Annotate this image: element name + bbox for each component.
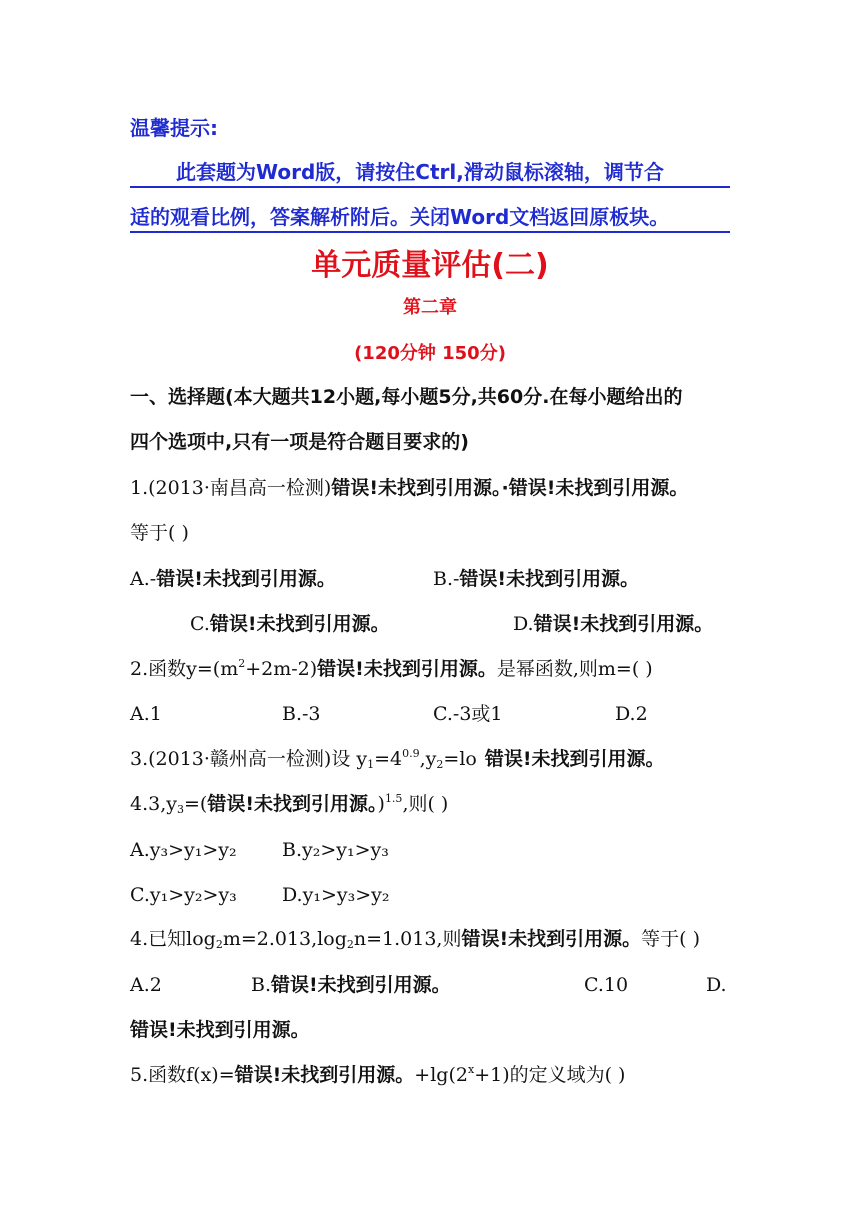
tip-line-1: 此套题为Word版，请按住Ctrl,滑动鼠标滚轴，调节合 (176, 160, 664, 184)
question-2-option-a: A.1 (130, 703, 162, 725)
stem-text: 等于( ) (641, 928, 701, 950)
section-heading-line-2: 四个选项中,只有一项是符合题目要求的) (130, 431, 469, 453)
option-letter: B. (251, 974, 272, 996)
option-letter: C. (190, 613, 210, 635)
stem-text: +2m-2) (245, 658, 318, 680)
subscript: 3 (177, 803, 184, 816)
stem-text: =lo (443, 748, 477, 770)
superscript: 2 (238, 657, 246, 670)
stem-text: n=1.013,则 (353, 928, 462, 950)
chapter-label: 第二章 (403, 297, 457, 318)
question-2-option-b: B.-3 (282, 703, 321, 725)
question-2-option-c: C.-3或1 (433, 703, 503, 725)
stem-text: m=2.013,log (222, 928, 347, 950)
reference-error: 错误!未找到引用源。 (317, 658, 497, 680)
time-score-label: (120分钟 150分) (354, 343, 506, 364)
stem-text: 2.函数y=(m (130, 658, 239, 680)
stem-text: +lg(2 (414, 1064, 468, 1086)
tip-underline-1 (130, 186, 730, 188)
question-4-option-b (251, 973, 451, 997)
stem-text: =( (184, 793, 208, 815)
reference-error: 错误!未找到引用源。 (209, 613, 390, 635)
option-letter: A.- (130, 568, 157, 590)
option-letter: B.- (433, 568, 460, 590)
subscript: 1 (367, 758, 375, 771)
question-4-option-a: A.2 (130, 974, 162, 996)
reference-error: 错误!未找到引用源。 (459, 568, 640, 590)
question-3-option-a: A.y₃>y₁>y₂ (130, 839, 237, 861)
question-4-option-d: D. (706, 974, 727, 996)
reference-error: 错误!未找到引用源。 (484, 748, 665, 770)
tip-label: 温馨提示: (130, 116, 218, 140)
reference-error: 错误!未找到引用源。 (508, 477, 689, 499)
stem-text: 5.函数f(x)= (130, 1064, 235, 1086)
question-4-option-d-text: 错误!未找到引用源。 (130, 1019, 310, 1041)
question-1-dot: · (501, 477, 509, 499)
question-4-option-c: C.10 (584, 974, 629, 996)
question-2-stem (130, 657, 653, 681)
question-1-option-b (433, 567, 639, 591)
stem-text: ,y (419, 748, 437, 770)
option-letter: D. (513, 613, 534, 635)
stem-text: 4.已知log (130, 928, 216, 950)
reference-error: 错误!未找到引用源。 (533, 613, 714, 635)
question-3-stem-cont (130, 792, 448, 816)
reference-error: 错误!未找到引用源。 (234, 1064, 415, 1086)
stem-text: ) (377, 793, 385, 815)
question-2-option-d: D.2 (615, 703, 648, 725)
question-5-stem (130, 1063, 625, 1087)
tip-line-2: 适的观看比例，答案解析附后。关闭Word文档返回原板块。 (130, 205, 670, 229)
question-1-prefix: 1.(2013·南昌高一检测) (130, 477, 332, 499)
stem-text: +1)的定义域为( ) (474, 1064, 626, 1086)
reference-error: 错误!未找到引用源。 (271, 974, 451, 996)
stem-text: 是幂函数,则m=( ) (496, 658, 653, 680)
question-1-option-d (513, 612, 713, 636)
stem-text: 4.3,y (130, 793, 177, 815)
superscript: 0.9 (402, 747, 420, 760)
section-heading-line-1: 一、选择题(本大题共12小题,每小题5分,共60分.在每小题给出的 (130, 386, 683, 408)
question-1-stem (130, 476, 688, 500)
tip-underline-2 (130, 231, 730, 233)
subscript: 2 (215, 938, 223, 951)
reference-error: 错误!未找到引用源。 (461, 928, 642, 950)
reference-error: 错误!未找到引用源。 (156, 568, 336, 590)
question-1-stem-cont: 等于( ) (130, 522, 189, 544)
superscript: 1.5 (384, 792, 403, 805)
reference-error: 错误!未找到引用源。 (331, 477, 502, 499)
question-1-option-a (130, 567, 336, 591)
question-3-option-d: D.y₁>y₃>y₂ (282, 884, 390, 906)
document-title: 单元质量评估(二) (311, 248, 549, 283)
stem-text: 3.(2013·赣州高一检测)设 y (130, 748, 368, 770)
question-3-option-b: B.y₂>y₁>y₃ (282, 839, 389, 861)
question-3-stem (130, 747, 665, 771)
subscript: 2 (436, 758, 444, 771)
stem-text: ,则( ) (402, 793, 449, 815)
stem-text: =4 (374, 748, 403, 770)
question-1-option-c (190, 612, 390, 636)
superscript: x (467, 1063, 475, 1076)
question-3-option-c: C.y₁>y₂>y₃ (130, 884, 237, 906)
question-4-stem (130, 927, 700, 951)
subscript: 2 (346, 938, 354, 951)
reference-error: 错误!未找到引用源。 (207, 793, 378, 815)
